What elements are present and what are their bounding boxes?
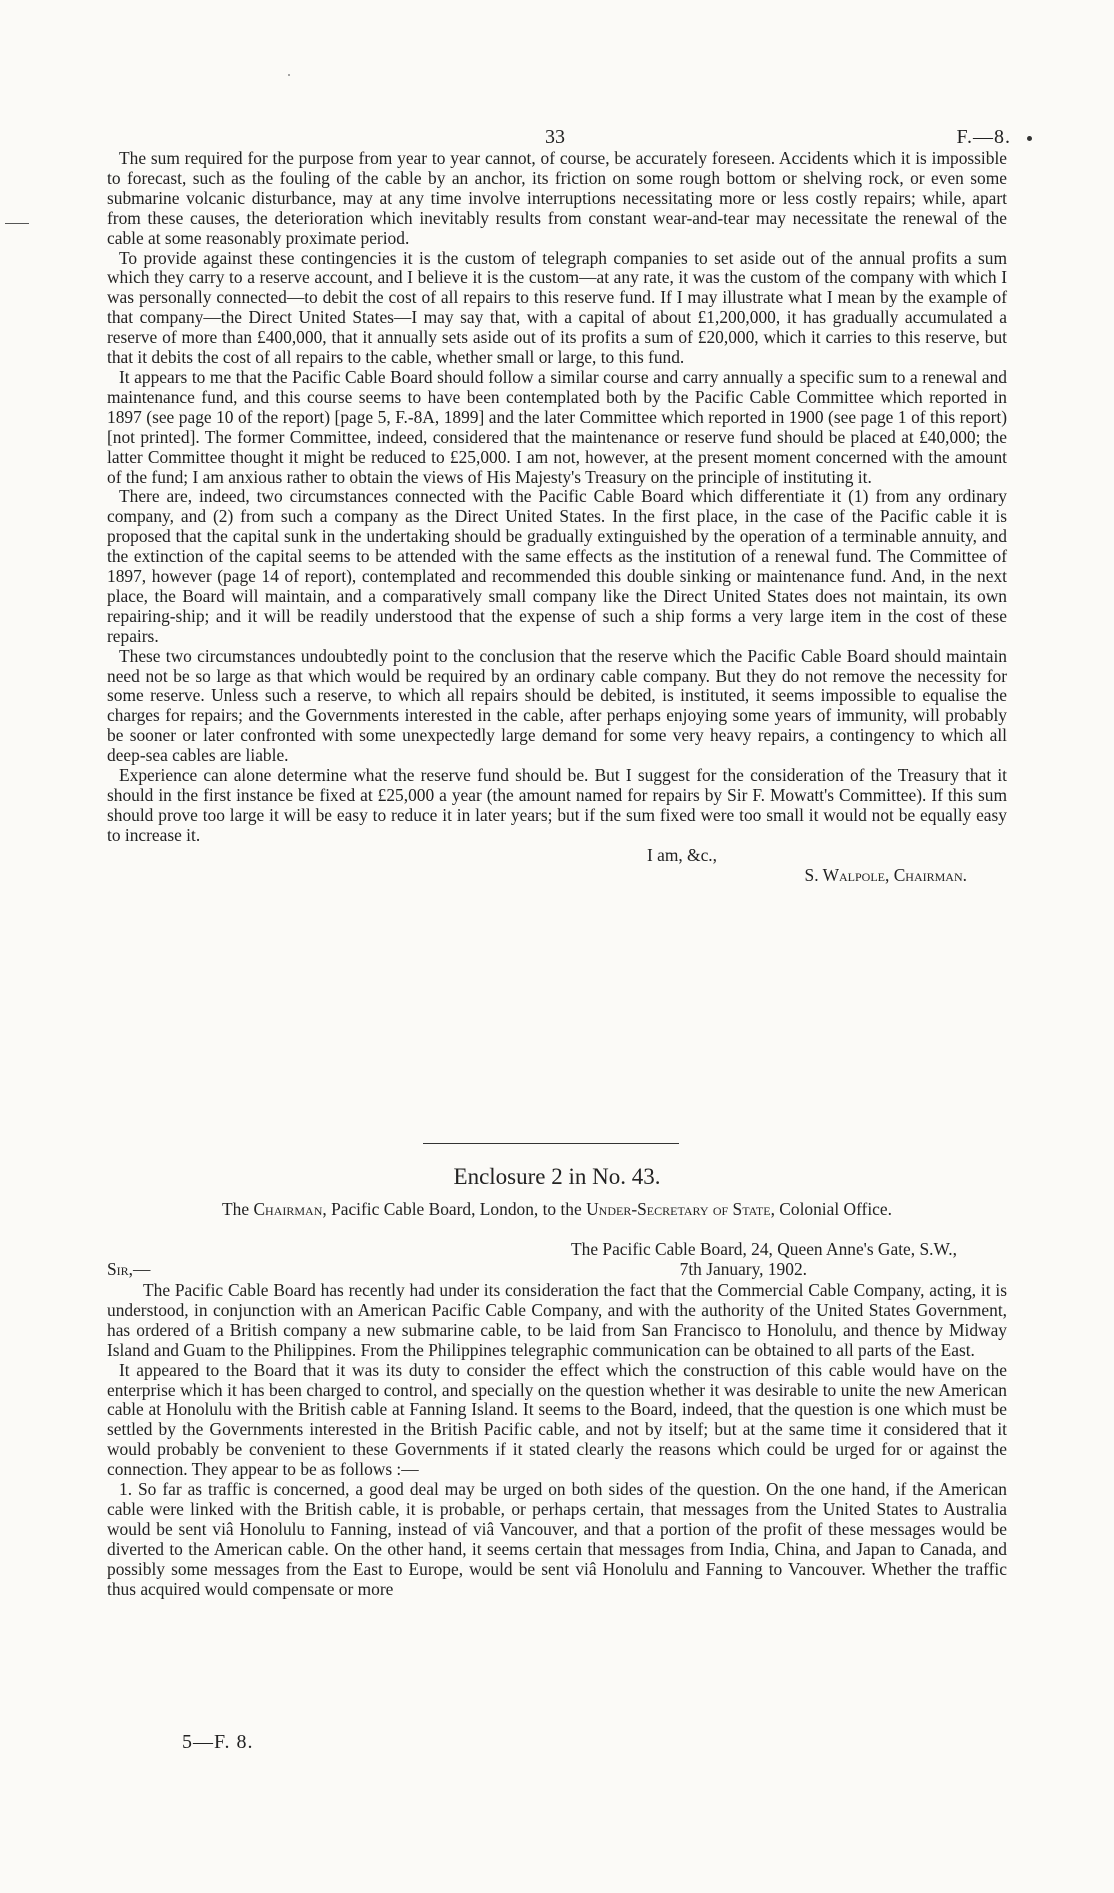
- sender-address: The Pacific Cable Board, 24, Queen Anne's Gate, S.W.,: [571, 1239, 957, 1259]
- paragraph: To provide against these contingencies it is the custom of telegraph companies to set aside out of the annual profits a sum which they carry to a reserve account, and I believe it is the custom—at any rate, it was the custom of the company with which I was personally connected—to debit the cost of all repairs to this reserve fund. If I may illustrate what I mean by the example of that company—the Direct United States—I may say that, with a capital of about £1,200,000, it has gradually accumulated a reserve of more than £400,000, that it annually sets aside out of its profits a sum of £20,000, which it carries to this reserve, but that it debits the cost of all repairs to the cable, whether small or large, to this fund.: [107, 247, 1007, 368]
- salutation: Sir,—: [107, 1259, 151, 1279]
- letter-address-block: [107, 1239, 1007, 1279]
- from-prefix: The: [222, 1199, 250, 1219]
- paragraph: There are, indeed, two circumstances connected with the Pacific Cable Board which differentiate it (1) from any ordinary company, and (2) from such a company as the Direct United States. In the first place, in the case of the Pacific cable it is proposed that the capital sunk in the undertaking should be gradually extinguished by the operation of a terminable annuity, and the extinction of the capital seems to be attended with the same effects as the institution of a renewal fund. The Committee of 1897, however (page 14 of report), contemplated and recommended this double sinking or maintenance fund. And, in the next place, the Board will maintain, and a comparatively small company like the Direct United States does not maintain, its own repairing-ship; and it will be readily understood that the expense of such a ship forms a very large item in the cost of these repairs.: [107, 486, 1007, 646]
- to-rest: , Colonial Office.: [770, 1199, 892, 1219]
- from-name: Chairman: [253, 1199, 323, 1219]
- enclosure-from-to: [107, 1199, 1007, 1219]
- closing: I am, &c.,: [646, 844, 717, 865]
- letter-date: 7th January, 1902.: [679, 1259, 807, 1279]
- paragraph: It appeared to the Board that it was its duty to consider the effect which the construction of this cable would have on the enterprise which it has been charged to control, and specially on the question whether it was desirable to unite the new American cable at Honolulu with the British cable at Fanning Island. It seems to the Board, indeed, that the question is one which must be settled by the Governments interested in the British Pacific cable, and not by itself; but at the same time it considered that it would probably be convenient to these Governments if it stated clearly the reasons which could be urged for or against the connection. They appear to be as follows :—: [107, 1359, 1007, 1480]
- from-rest: , Pacific Cable Board, London, to the: [322, 1199, 582, 1219]
- margin-mark: [5, 223, 29, 224]
- header-dot: [1027, 136, 1032, 141]
- paragraph: These two circumstances undoubtedly point to the conclusion that the reserve which the Pacific Cable Board should maintain need not be so large as that which would be required by an ordinary cable company. But they do not remove the necessity for some reserve. Unless such a reserve, to which all repairs should be debited, is instituted, it seems impossible to equalise the charges for repairs; and the Governments interested in the cable, after perhaps enjoying some years of immunity, will probably be sooner or later confronted with some unexpectedly large demand for some very heavy repairs, a contingency to which all deep-sea cables are liable.: [107, 645, 1007, 766]
- paragraph: The Pacific Cable Board has recently had under its consideration the fact that the Commercial Cable Company, acting, it is understood, in conjunction with an American Pacific Cable Company, and with the authority of the United States Government, has ordered of a British company a new submarine cable, to be laid from San Francisco to Honolulu, and thence by Midway Island and Guam to the Philippines. From the Philippines telegraphic communication can be obtained to all parts of the East.: [107, 1280, 1007, 1360]
- paragraph: Experience can alone determine what the reserve fund should be. But I suggest for the consideration of the Treasury that it should in the first instance be fixed at £25,000 a year (the amount named for repairs by Sir F. Mowatt's Committee). If this sum should prove too large it will be easy to reduce it in later years; but if the sum fixed were too small it would not be equally easy to increase it.: [107, 765, 1007, 845]
- scan-speck: [288, 74, 290, 76]
- salutation-date-line: [107, 1259, 1007, 1279]
- signature-mark: 5—F. 8.: [182, 1731, 254, 1753]
- page-number: 33: [545, 126, 565, 148]
- paragraph: The sum required for the purpose from year to year cannot, of course, be accurately foreseen. Accidents which it is impossible to forecast, such as the fouling of the cable by an anchor, its friction on some rough bottom or shelving rock, or even some submarine volcanic disturbance, may at any time involve interruptions necessitating more or less costly repairs; while, apart from these causes, the deterioration which inevitably results from constant wear-and-tear may necessitate the renewal of the cable at some reasonably proximate period.: [107, 148, 1007, 248]
- enclosure-body: [107, 1281, 1007, 1600]
- paragraph: It appears to me that the Pacific Cable Board should follow a similar course and carry annually a specific sum to a renewal and maintenance fund, and this course seems to have been contemplated both by the Pacific Cable Committee which reported in 1897 (see page 10 of the report) [page 5, F.-8A, 1899] and the later Committee which reported in 1900 (see page 1 of this report) [not printed]. The former Committee, indeed, considered that the maintenance or reserve fund should be placed at £40,000; the latter Committee thought it might be reduced to £25,000. I am not, however, at the present moment concerned with the amount of the fund; I am anxious rather to obtain the views of His Majesty's Treasury on the principle of instituting it.: [107, 366, 1007, 487]
- paragraph: 1. So far as traffic is concerned, a good deal may be urged on both sides of the question. On the one hand, if the American cable were linked with the British cable, it is probable, or perhaps certain, that messages from the United States to Australia would be sent viâ Honolulu to Fanning, instead of viâ Vancouver, and that a portion of the profit of these messages would be diverted to the American cable. On the other hand, it seems certain that messages from India, China, and Japan to Canada, and possibly some messages from the East to Europe, would be sent viâ Honolulu and Fanning to Vancouver. Whether the traffic thus acquired would compensate or more: [107, 1479, 1007, 1599]
- signature: S. Walpole, Chairman.: [804, 864, 967, 885]
- to-name: Under-Secretary of State: [586, 1199, 771, 1219]
- letter-body: [107, 149, 1007, 886]
- series-code: F.—8.: [956, 126, 1011, 148]
- enclosure-title: Enclosure 2 in No. 43.: [453, 1164, 661, 1189]
- section-divider: [423, 1143, 679, 1144]
